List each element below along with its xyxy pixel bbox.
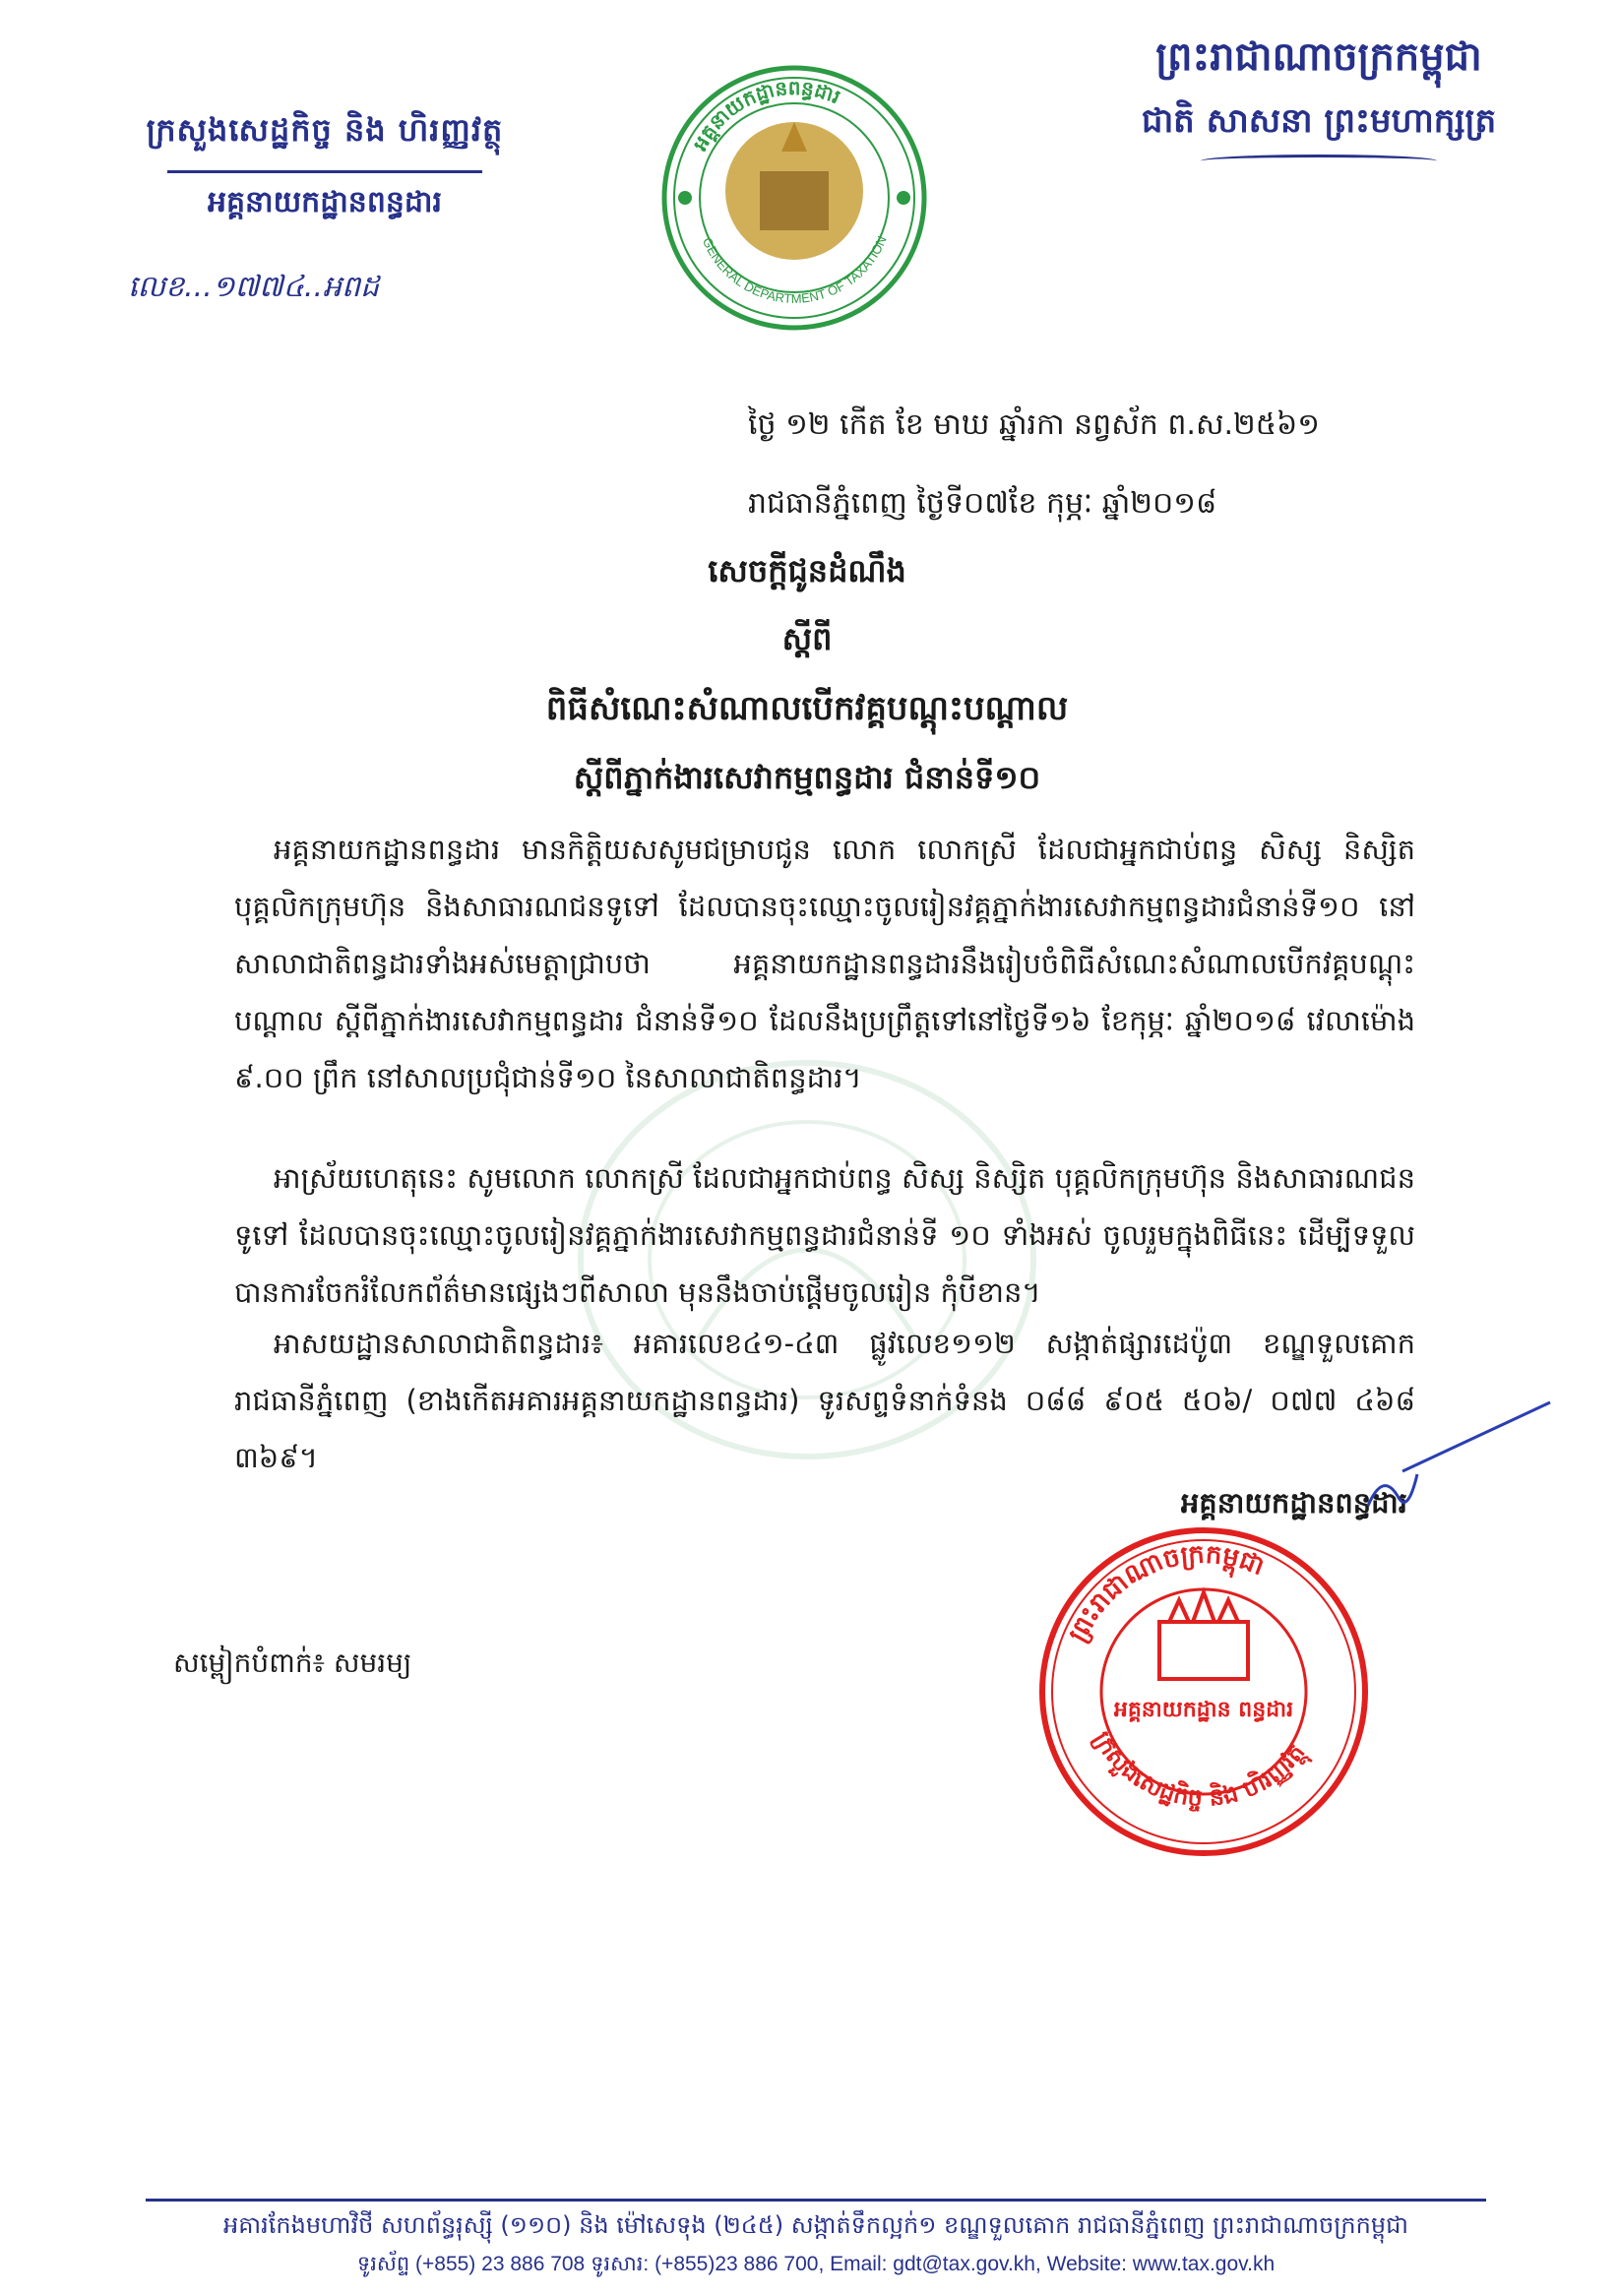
kingdom-name: ព្រះរាជាណាចក្រកម្ពុជា	[1155, 34, 1482, 80]
signatory-title: អគ្គនាយកដ្ឋានពន្ធដារ	[1180, 1486, 1407, 1520]
motto-ornament	[1201, 155, 1437, 167]
footer-contact: ទូរស័ព្ទ (+855) 23 886 708 ទូរសារ: (+855)23 886 700, Email: gdt@tax.gov.kh, Website: www.tax.gov.kh	[356, 2253, 1276, 2275]
reference-number: លេខ...១៧៧៤..អពដ	[128, 270, 380, 304]
official-red-seal	[1035, 1523, 1372, 1860]
body-paragraph-1: អគ្គនាយកដ្ឋានពន្ធដារ មានកិត្តិយសសូមជម្រាបជូន លោក លោកស្រី ដែលជាអ្នកជាប់ពន្ធ សិស្ស និស្សិត បុគ្គលិកក្រុមហ៊ុន និងសាធារណជនទូទៅ ដែលបានចុះឈ្មោះចូលរៀនវគ្គភ្នាក់ងារសេវាកម្មពន្ធដារជំនាន់ទី១០ នៅសាលាជាតិពន្ធដារទាំងអស់មេត្តាជ្រាបថា អគ្គនាយកដ្ឋានពន្ធដារនឹងរៀបចំពិធីសំណេះសំណាលបើកវគ្គបណ្តុះបណ្តាល ស្តីពីភ្នាក់ងារសេវាកម្មពន្ធដារ ជំនាន់ទី១០ ដែលនឹងប្រព្រឹត្តទៅនៅថ្ងៃទី១៦ ខែកុម្ភៈ ឆ្នាំ២០១៨ វេលាម៉ោង ៩.០០ ព្រឹក នៅសាលប្រជុំជាន់ទី១០ នៃសាលាជាតិពន្ធដារ។	[234, 833, 1415, 1094]
department-name: អគ្គនាយកដ្ឋានពន្ធដារ	[207, 185, 443, 219]
title-line-4: ស្តីពីភ្នាក់ងារសេវាកម្មពន្ធដារ ជំនាន់ទី១០	[573, 759, 1041, 796]
kingdom-header	[1063, 31, 1575, 167]
body-paragraph-3: អាសយដ្ឋានសាលាជាតិពន្ធដារ៖ អគារលេខ៤១-៤៣ ផ្លូវលេខ១១២ សង្កាត់ផ្សារដេប៉ូ៣ ខណ្ឌទួលគោក រាជធានីភ្នំពេញ (ខាងកើតអគារអគ្គនាយកដ្ឋានពន្ធដារ) ទូរសព្ទទំនាក់ទំនង ០៨៨ ៩០៥ ៥០៦/ ០៧៧ ៤៦៨ ៣៦៩។	[234, 1327, 1415, 1474]
lunar-date: ថ្ងៃ ១២ កើត ខែ មាឃ ឆ្នាំរកា នព្វស័ក ព.ស.២៥៦១	[748, 407, 1320, 442]
seal-center-text: អគ្គនាយកដ្ឋាន ពន្ធដារ	[1113, 1698, 1294, 1722]
handwritten-mark	[1398, 1397, 1555, 1476]
solar-date: រាជធានីភ្នំពេញ ថ្ងៃទី០៧ខែ កុម្ភៈ ឆ្នាំ២០១៨	[748, 486, 1217, 521]
recipients-note: សម្ពៀកបំពាក់៖ សមរម្យ	[173, 1646, 412, 1679]
ministry-divider	[167, 170, 482, 173]
footer-divider	[146, 2199, 1486, 2202]
seal-text-kh: អគ្គនាយកដ្ឋានពន្ធដារ	[688, 76, 844, 155]
seal-top-text: ព្រះរាជាណាចក្រកម្ពុជា	[1063, 1539, 1269, 1647]
title-line-1: សេចក្តីជូនដំណឹង	[708, 552, 906, 590]
signature-icon	[1358, 1466, 1427, 1525]
title-line-3: ពិធីសំណេះសំណាលបើកវគ្គបណ្តុះបណ្តាល	[545, 689, 1069, 728]
ministry-name: ក្រសួងសេដ្ឋកិច្ច និង ហិរញ្ញវត្ថុ	[146, 111, 504, 149]
national-motto: ជាតិ សាសនា ព្រះមហាក្សត្រ	[1141, 101, 1497, 141]
footer-address: អគារកែងមហាវិថី សហព័ន្ធរុស្ស៊ី (១១០) និង ម៉ៅសេទុង (២៤៥) សង្កាត់ទឹកល្អក់១ ខណ្ឌទួលគោក រាជធានីភ្នំពេញ ព្រះរាជាណាចក្រកម្ពុជា	[223, 2211, 1408, 2239]
seal-bottom-text: ក្រសួងសេដ្ឋកិច្ច និង ហិរញ្ញវត្ថុ	[1088, 1726, 1311, 1812]
title-line-2: ស្តីពី	[781, 620, 833, 657]
footer	[146, 2210, 1486, 2281]
gdt-emblem-seal	[657, 61, 931, 335]
seal-text: GENERAL DEPARTMENT OF TAXATION	[699, 233, 890, 306]
ministry-header	[59, 110, 591, 311]
body-paragraph-2: អាស្រ័យហេតុនេះ សូមលោក លោកស្រី ដែលជាអ្នកជាប់ពន្ធ សិស្ស និស្សិត បុគ្គលិកក្រុមហ៊ុន និងសាធារណជនទូទៅ ដែលបានចុះឈ្មោះចូលរៀនវគ្គភ្នាក់ងារសេវាកម្មពន្ធដារជំនាន់ទី ១០ ទាំងអស់ ចូលរួមក្នុងពិធីនេះ ដើម្បីទទួលបានការចែករំលែកព័ត៌មានផ្សេងៗពីសាលា មុននឹងចាប់ផ្តើមចូលរៀន កុំបីខាន។	[234, 1161, 1415, 1309]
notice-title	[295, 551, 1319, 826]
